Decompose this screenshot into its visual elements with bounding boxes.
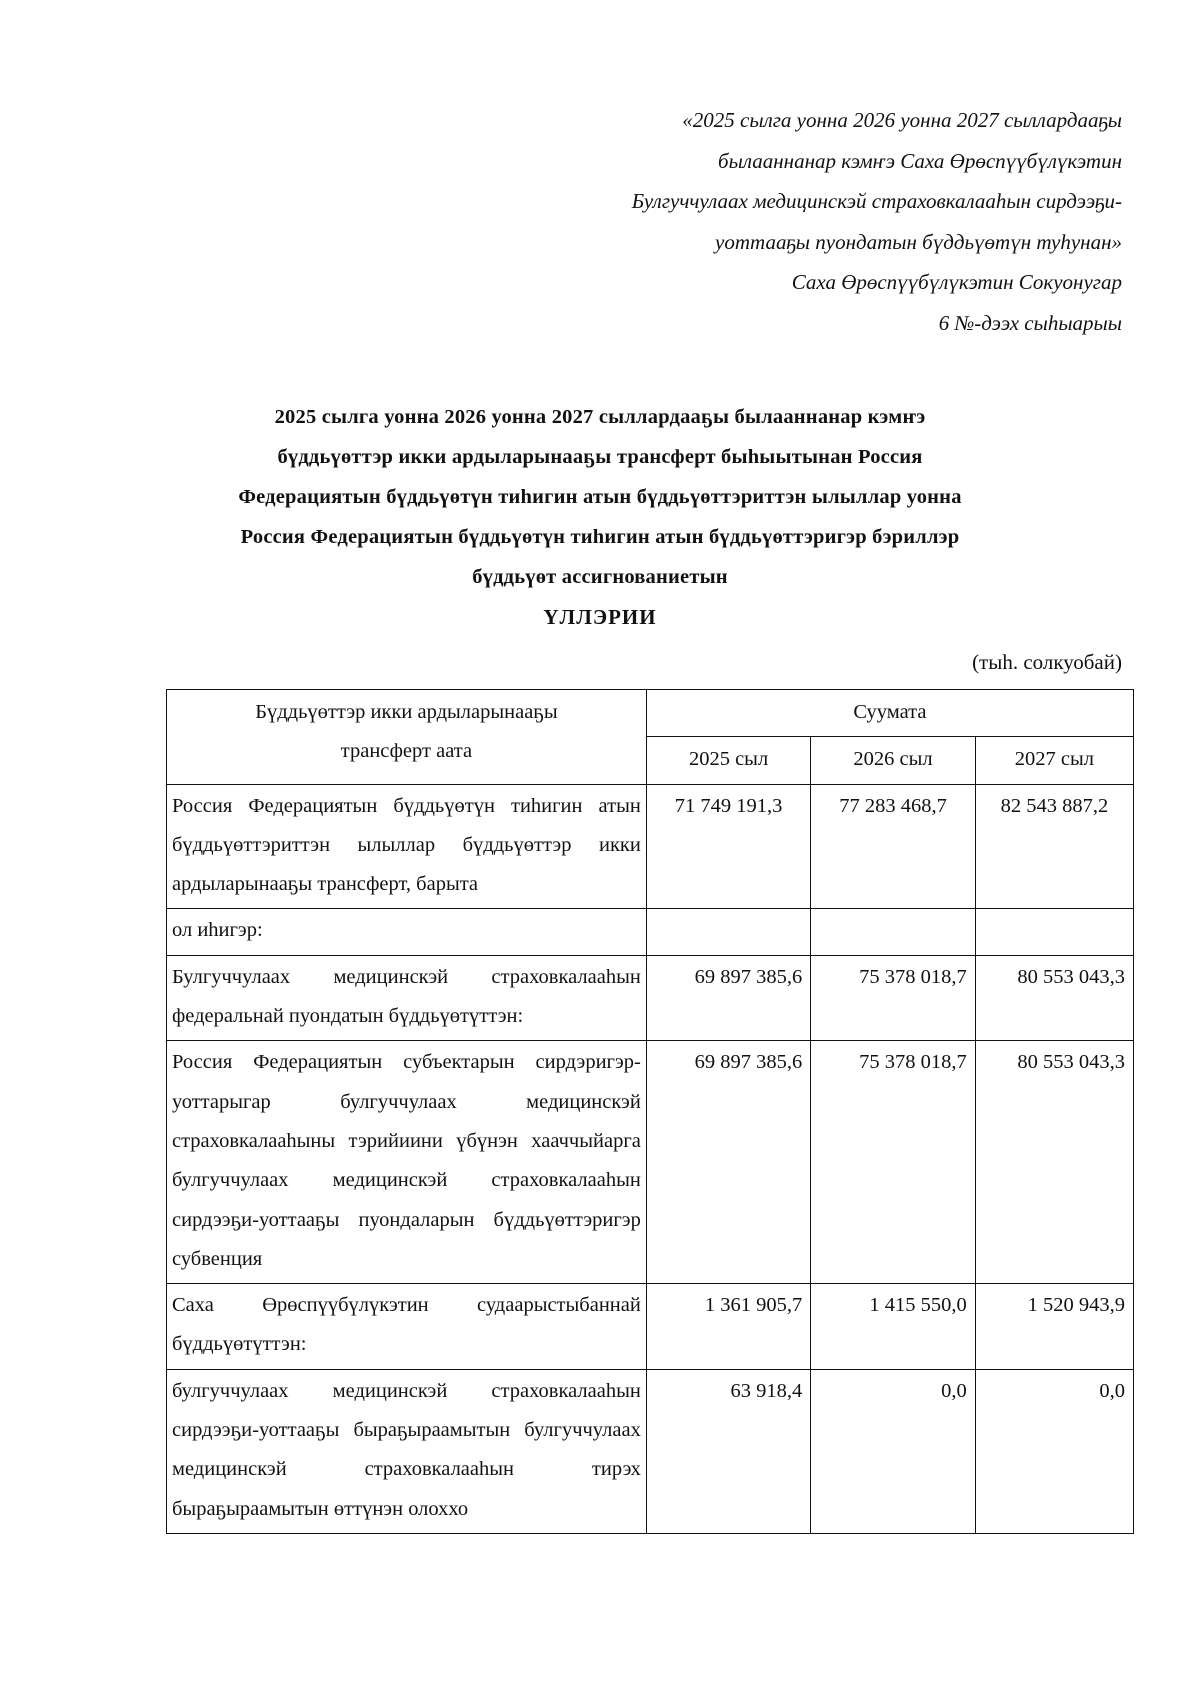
row-value-2025: 69 897 385,6 (646, 1041, 810, 1284)
row-value-2027: 80 553 043,3 (975, 955, 1133, 1041)
row-label: Саха Өрөспүүбүлүкэтин судаарыстыбаннай бүддьүөтүттэн: (167, 1284, 647, 1370)
document-title (150, 397, 1050, 597)
table-row (167, 955, 1134, 1041)
row-label: ол иһигэр: (167, 909, 647, 955)
title-line: Россия Федерациятын бүддьүөтүн тиһигин атын бүддьүөттэригэр бэриллэр (240, 526, 960, 548)
row-value-2026 (811, 909, 975, 955)
unit-note: (тыһ. солкуобай) (972, 650, 1122, 674)
row-value-2027: 80 553 043,3 (975, 1041, 1133, 1284)
table-row (167, 784, 1134, 909)
approval-line: 6 №-дээх сыһыарыы (938, 310, 1122, 335)
row-value-2027: 1 520 943,9 (975, 1284, 1133, 1370)
header-transfer-name (167, 690, 647, 785)
table-row (167, 909, 1134, 955)
row-value-2027: 82 543 887,2 (975, 784, 1133, 909)
header-year: 2025 сыл (646, 737, 810, 784)
header-year: 2026 сыл (811, 737, 975, 784)
header-name-line: Бүддьүөттэр икки ардыларынааҕы (255, 701, 558, 723)
title-line: бүддьүөт ассигнованиетын (472, 566, 728, 588)
header-row (167, 690, 1134, 737)
table-row (167, 1284, 1134, 1370)
row-label: Булгуччулаах медицинскэй страховкалааһын федеральнай пуондатын бүддьүөтүттэн: (167, 955, 647, 1041)
row-value-2027: 0,0 (975, 1369, 1133, 1533)
row-value-2026: 75 378 018,7 (811, 1041, 975, 1284)
row-value-2026: 1 415 550,0 (811, 1284, 975, 1370)
approval-line: Саха Өрөспүүбүлүкэтин Сокуонугар (791, 270, 1122, 294)
approval-line: уоттааҕы пуондатын бүддьүөтүн туһунан» (715, 229, 1122, 254)
row-label: Россия Федерациятын субъектарын сирдэригэр-уоттарыгар булгуччулаах медицинскэй страховкалааһыны тэрийиини үбүнэн хааччыйарга булгуччулаах медицинскэй страховкалааһын сирдээҕи-уоттааҕы пуондаларын бүддьүөттэригэр субвенция (167, 1041, 647, 1284)
table-row (167, 1041, 1134, 1284)
row-value-2025 (646, 909, 810, 955)
approval-line: былааннанар кэмҥэ Саха Өрөспүүбүлүкэтин (718, 148, 1122, 173)
row-value-2026: 0,0 (811, 1369, 975, 1533)
row-value-2026: 77 283 468,7 (811, 784, 975, 909)
row-value-2026: 75 378 018,7 (811, 955, 975, 1041)
approval-line: «2025 сылга уонна 2026 уонна 2027 сыллардааҕы (682, 108, 1122, 132)
approval-stamp-text (422, 100, 1122, 343)
header-name-line: трансферт аата (340, 740, 473, 763)
document-subtitle: ҮЛЛЭРИИ (543, 605, 657, 629)
title-line: Федерациятын бүддьүөтүн тиһигин атын бүддьүөттэриттэн ылыллар уонна (238, 486, 962, 508)
title-line: 2025 сылга уонна 2026 уонна 2027 сыллардааҕы былааннанар кэмҥэ (274, 406, 926, 428)
table-row (167, 1369, 1134, 1533)
title-line: бүддьүөттэр икки ардыларынааҕы трансферт быһыытынан Россия (277, 446, 923, 468)
header-year: 2027 сыл (975, 737, 1133, 784)
row-value-2025: 71 749 191,3 (646, 784, 810, 909)
row-value-2025: 69 897 385,6 (646, 955, 810, 1041)
row-value-2025: 1 361 905,7 (646, 1284, 810, 1370)
row-value-2025: 63 918,4 (646, 1369, 810, 1533)
header-sum: Суумата (646, 690, 1133, 737)
row-value-2027 (975, 909, 1133, 955)
row-label: булгуччулаах медицинскэй страховкалааһын сирдээҕи-уоттааҕы быраҕыраамытын булгуччулаах медицинскэй страховкалааһын тирэх быраҕыраамытын өттүнэн олоххо (167, 1369, 647, 1533)
budget-table (166, 689, 1134, 1534)
row-label: Россия Федерациятын бүддьүөтүн тиһигин атын бүддьүөттэриттэн ылыллар бүддьүөттэр икки ардыларынааҕы трансферт, барыта (167, 784, 647, 909)
approval-line: Булгуччулаах медицинскэй страховкалааһын сирдээҕи- (631, 189, 1122, 213)
